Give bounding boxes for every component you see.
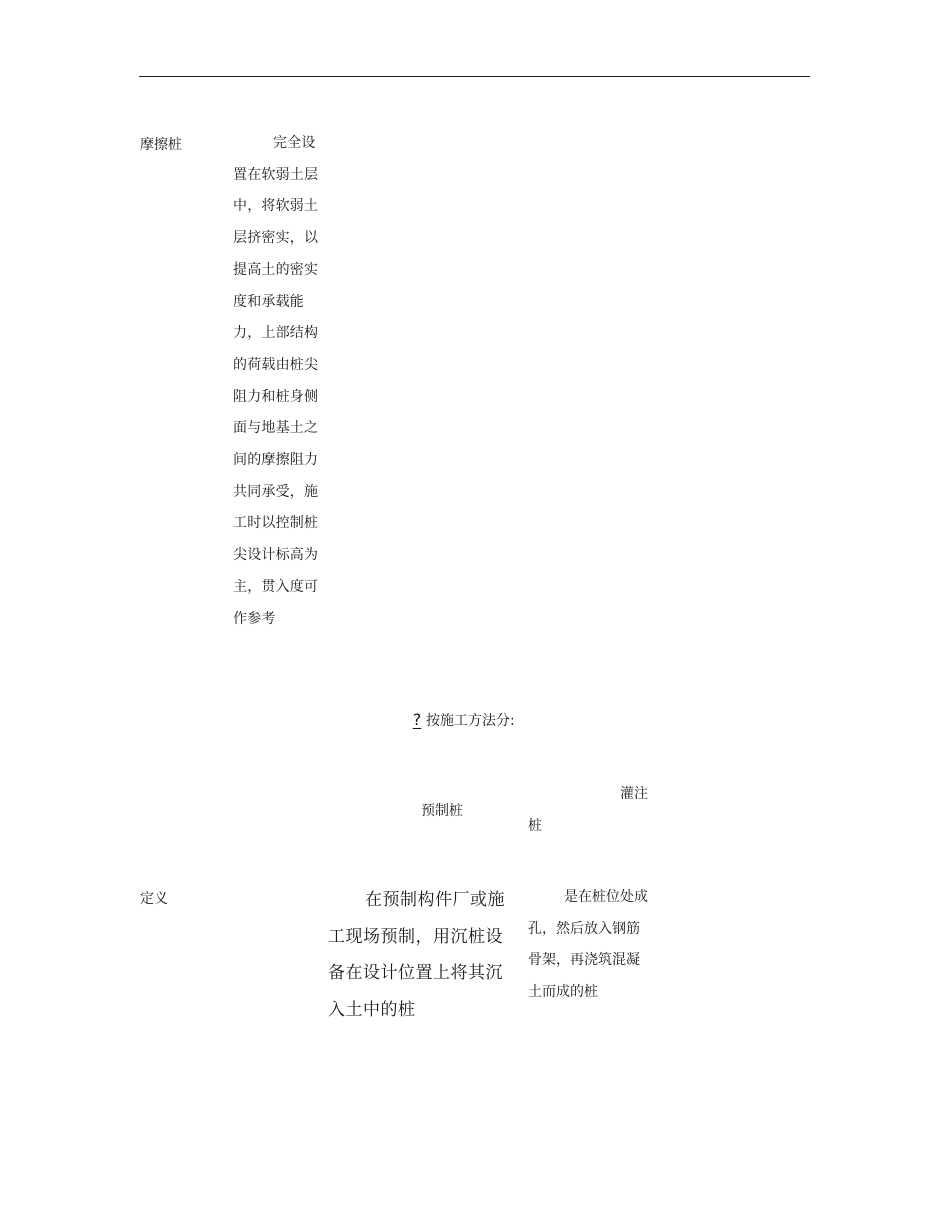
cast-in-place-header-line2: 桩 xyxy=(528,818,542,834)
section-heading xyxy=(408,709,515,732)
description-line: 层挤密实，以 xyxy=(233,230,319,247)
definition-line: 入土中的桩 xyxy=(328,999,416,1020)
precast-definition xyxy=(328,882,505,1028)
description-line: 提高土的密实 xyxy=(233,261,319,278)
description-line: 度和承载能 xyxy=(233,293,304,310)
description-line: 置在软弱土层 xyxy=(233,166,319,183)
definition-line: 骨架，再浇筑混凝 xyxy=(528,952,640,968)
definition-line: 备在设计位置上将其沉 xyxy=(328,963,503,983)
section-title: 按施工方法分: xyxy=(426,713,515,729)
description-line: 共同承受，施 xyxy=(233,483,319,500)
definition-label: 定义 xyxy=(140,891,168,907)
friction-pile-label: 摩擦桩 xyxy=(140,137,182,153)
description-line: 力，上部结构 xyxy=(233,325,319,342)
description-line: 面与地基土之 xyxy=(233,420,319,437)
precast-pile-header: 预制桩 xyxy=(421,803,463,819)
cast-in-place-definition xyxy=(528,882,648,1008)
description-line: 工时以控制桩 xyxy=(233,515,319,532)
bullet-marker: ? xyxy=(412,710,422,729)
header-rule xyxy=(139,76,810,77)
description-line: 完全设 xyxy=(273,135,316,151)
definition-line: 孔，然后放入钢筋 xyxy=(528,920,640,937)
description-line: 作参考 xyxy=(233,610,276,627)
cast-in-place-header-line1: 灌注 xyxy=(620,786,648,802)
definition-line: 土而成的桩 xyxy=(528,983,598,1000)
description-line: 间的摩擦阻力 xyxy=(233,452,319,469)
description-line: 阻力和桩身侧 xyxy=(233,388,319,405)
friction-pile-description xyxy=(233,128,318,635)
description-line: 主，贯入度可 xyxy=(233,578,319,595)
description-line: 尖设计标高为 xyxy=(233,547,319,564)
description-line: 中，将软弱土 xyxy=(233,198,319,215)
definition-line: 在预制构件厂或施 xyxy=(365,890,505,910)
definition-line: 是在桩位处成 xyxy=(564,889,648,905)
definition-line: 工现场预制，用沉桩设 xyxy=(328,926,503,947)
description-line: 的荷载由桩尖 xyxy=(233,356,319,373)
